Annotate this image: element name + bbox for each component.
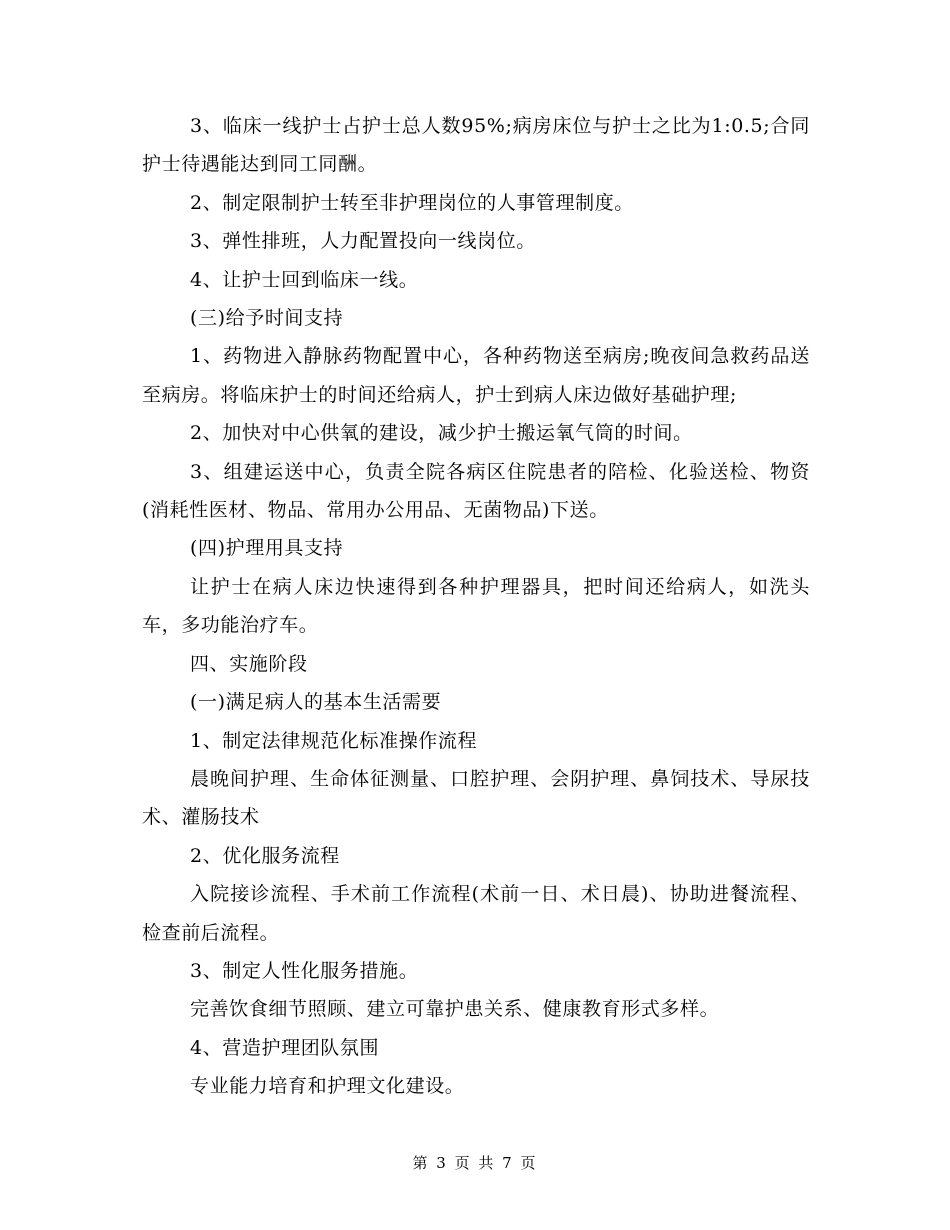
paragraph: 晨晚间护理、生命体征测量、口腔护理、会阴护理、鼻饲技术、导尿技术、灌肠技术 bbox=[142, 767, 810, 829]
paragraph: 1、制定法律规范化标准操作流程 bbox=[190, 729, 478, 752]
page-number-footer: 第 3 页 共 7 页 bbox=[412, 1154, 538, 1172]
paragraph: 完善饮食细节照顾、建立可靠护患关系、健康教育形式多样。 bbox=[190, 998, 720, 1021]
paragraph: 2、优化服务流程 bbox=[190, 844, 340, 867]
section-heading: (四)护理用具支持 bbox=[190, 537, 344, 560]
paragraph: 3、临床一线护士占护士总人数95%;病房床位与护士之比为1:0.5;合同护士待遇能达到同工同酬。 bbox=[142, 115, 810, 176]
document-body bbox=[142, 107, 810, 1106]
paragraph: 3、组建运送中心，负责全院各病区住院患者的陪检、化验送检、物资(消耗性医材、物品、常用办公用品、无菌物品)下送。 bbox=[142, 460, 810, 522]
paragraph: 2、加快对中心供氧的建设，减少护士搬运氧气筒的时间。 bbox=[190, 422, 693, 445]
paragraph: 2、制定限制护士转至非护理岗位的人事管理制度。 bbox=[190, 191, 634, 214]
paragraph: 让护士在病人床边快速得到各种护理器具，把时间还给病人，如洗头车，多功能治疗车。 bbox=[142, 575, 810, 637]
section-heading: (一)满足病人的基本生活需要 bbox=[190, 691, 442, 714]
paragraph: 3、弹性排班，人力配置投向一线岗位。 bbox=[190, 230, 536, 253]
paragraph: 入院接诊流程、手术前工作流程(术前一日、术日晨)、协助进餐流程、检查前后流程。 bbox=[142, 883, 810, 944]
section-heading: (三)给予时间支持 bbox=[190, 307, 344, 330]
chapter-heading: 四、实施阶段 bbox=[190, 652, 308, 675]
paragraph: 4、营造护理团队氛围 bbox=[190, 1036, 380, 1059]
paragraph: 专业能力培育和护理文化建设。 bbox=[190, 1075, 465, 1098]
paragraph: 1、药物进入静脉药物配置中心，各种药物送至病房;晚夜间急救药品送至病房。将临床护士的时间还给病人，护士到病人床边做好基础护理; bbox=[142, 345, 810, 406]
paragraph: 3、制定人性化服务措施。 bbox=[190, 959, 419, 982]
paragraph: 4、让护士回到临床一线。 bbox=[190, 268, 419, 291]
